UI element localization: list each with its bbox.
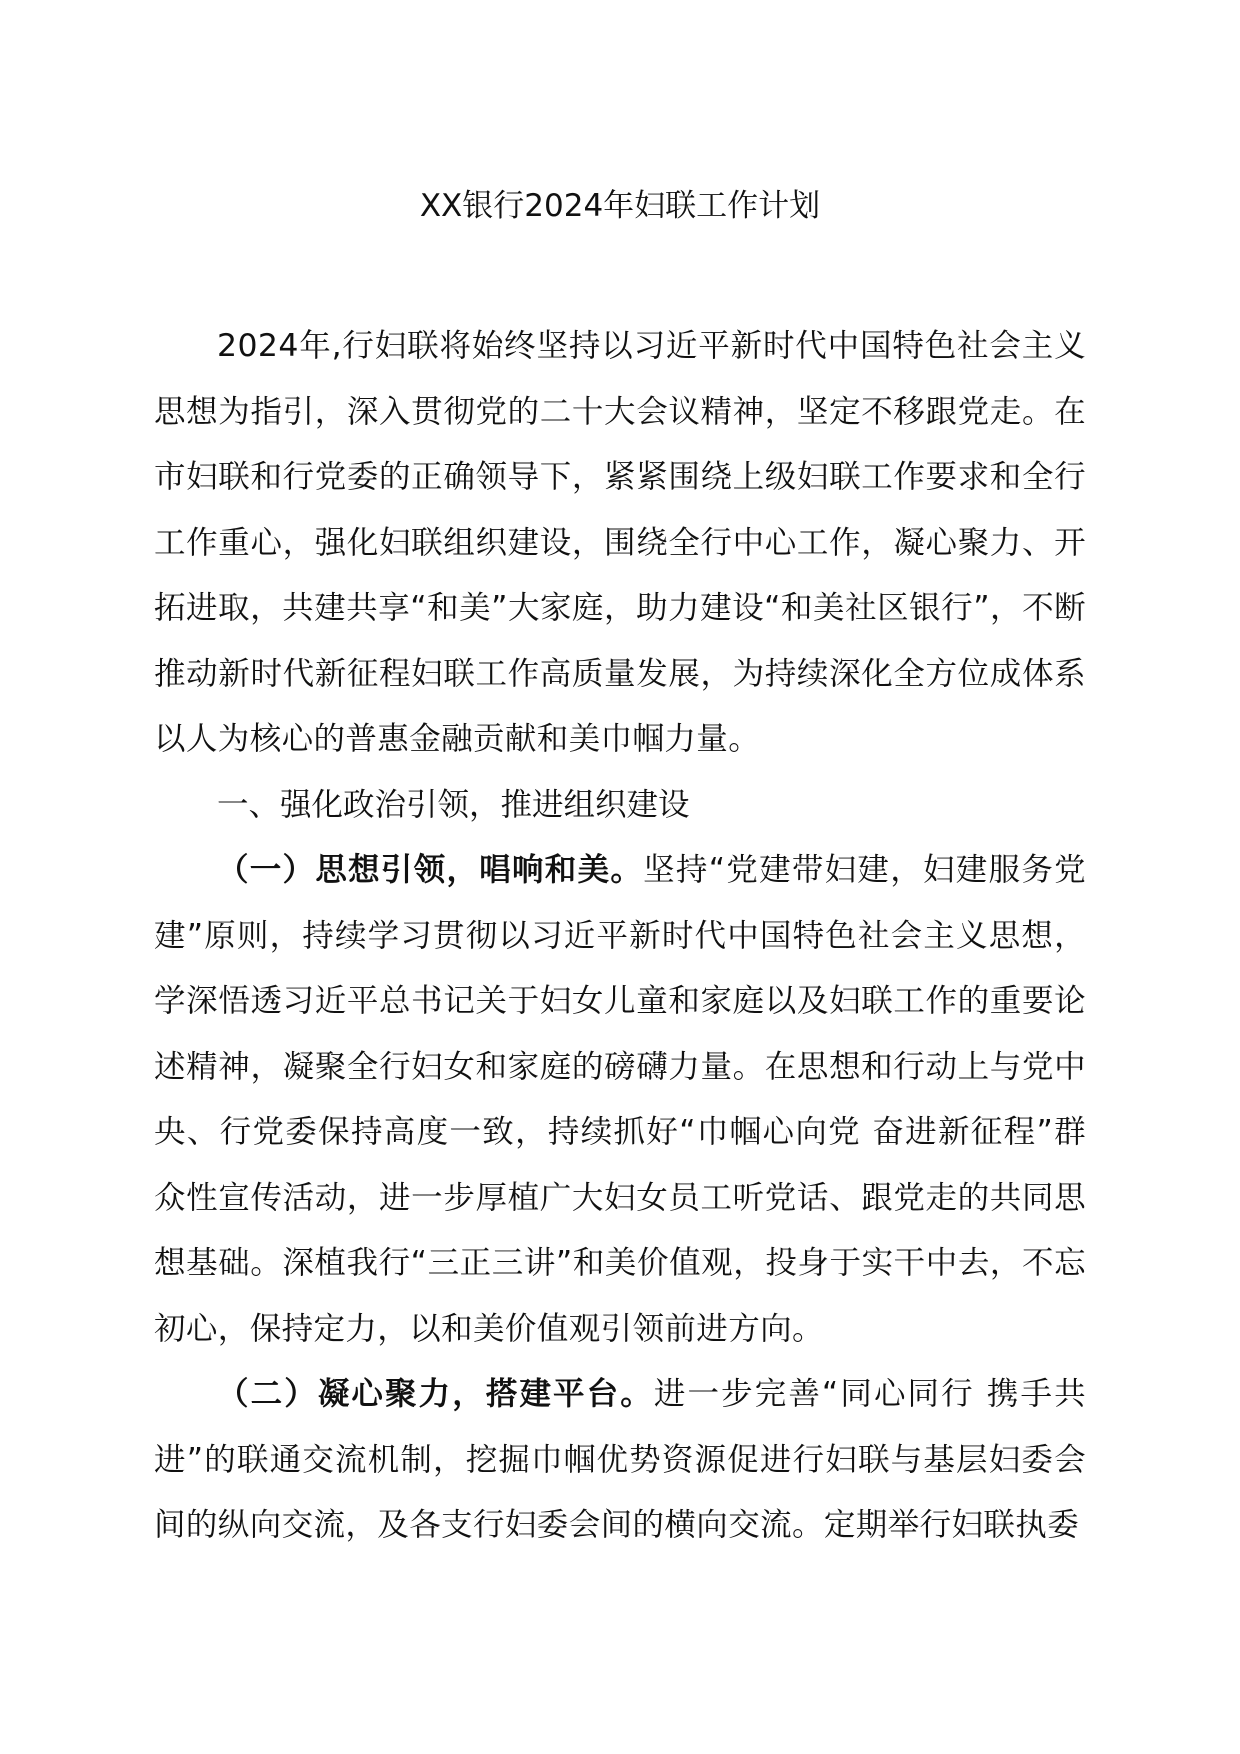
document-body bbox=[154, 314, 1086, 1559]
item-1-paragraph bbox=[154, 838, 1086, 1362]
item-1-text: 坚持“党建带妇建，妇建服务党建”原则，持续学习贯彻以习近平新时代中国特色社会主义思想，学深悟透习近平总书记关于妇女儿童和家庭以及妇联工作的重要论述精神，凝聚全行妇女和家庭的磅礴力量。在思想和行动上与党中央、行党委保持高度一致，持续抓好“巾帼心向党 奋进新征程”群众性宣传活动，进一步厚植广大妇女员工听党话、跟党走的共同思想基础。深植我行“三正三讲”和美价值观，投身于实干中去，不忘初心，保持定力，以和美价值观引领前进方向。 bbox=[154, 852, 1086, 1347]
item-1-lead: （一）思想引领，唱响和美。 bbox=[217, 852, 644, 888]
item-2-lead: （二）凝心聚力，搭建平台。 bbox=[217, 1376, 654, 1412]
intro-paragraph: 2024年,行妇联将始终坚持以习近平新时代中国特色社会主义思想为指引，深入贯彻党的二十大会议精神，坚定不移跟党走。在市妇联和行党委的正确领导下，紧紧围绕上级妇联工作要求和全行工作重心，强化妇联组织建设，围绕全行中心工作，凝心聚力、开拓进取，共建共享“和美”大家庭，助力建设“和美社区银行”，不断推动新时代新征程妇联工作高质量发展，为持续深化全方位成体系以人为核心的普惠金融贡献和美巾帼力量。 bbox=[154, 328, 1086, 757]
document-title: XX银行2024年妇联工作计划 bbox=[419, 188, 821, 224]
item-2-paragraph bbox=[154, 1362, 1086, 1559]
section-1-heading: 一、强化政治引领，推进组织建设 bbox=[217, 786, 690, 823]
item-2-text: 进一步完善“同心同行 携手共进”的联通交流机制，挖掘巾帼优势资源促进行妇联与基层妇委会间的纵向交流，及各支行妇委会间的横向交流。定期举行妇联执委 bbox=[154, 1376, 1087, 1543]
